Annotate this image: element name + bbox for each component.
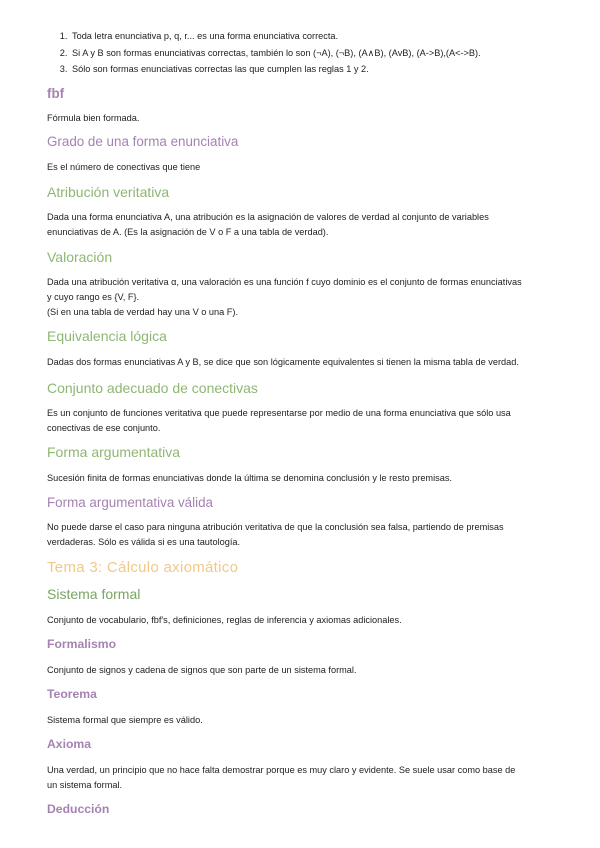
text-line: enunciativas de A. (Es la asignación de V o F a una tabla de verdad). [47,227,329,237]
heading-teorema: Teorema [47,687,97,701]
text-sistema-formal: Conjunto de vocabulario, fbf's, definiciones, reglas de inferencia y axiomas adicionales. [47,615,402,625]
heading-fbf: fbf [47,86,65,101]
heading-formalismo: Formalismo [47,637,117,651]
text-line: verdaderas. Sólo es válida si es una tautología. [47,537,241,547]
heading-forma-argumentativa: Forma argumentativa [47,444,181,460]
rules-list [48,28,590,78]
text-line: un sistema formal. [47,780,123,790]
text-line: Dada una forma enunciativa A, una atribución es la asignación de valores de verdad al conjunto de variables [47,212,489,222]
text-fbf: Fórmula bien formada. [47,113,140,123]
rule-item: 2. Si A y B son formas enunciativas correctas, también lo son (¬A), (¬B), (A∧B), (AvB), (A->B),(A<->B). [70,45,590,62]
text-conjunto [47,406,552,436]
text-line: Una verdad, un principio que no hace falta demostrar porque es muy claro y evidente. Se suele usar como base de [47,765,516,775]
text-equivalencia: Dadas dos formas enunciativas A y B, se dice que son lógicamente equivalentes si tienen la misma tabla de verdad. [47,357,519,367]
heading-forma-argumentativa-valida: Forma argumentativa válida [47,495,213,510]
text-axioma [47,763,552,793]
heading-conjunto: Conjunto adecuado de conectivas [47,380,258,396]
text-line: No puede darse el caso para ninguna atribución veritativa de que la conclusión sea falsa, partiendo de premisas [47,522,504,532]
text-forma-argumentativa: Sucesión finita de formas enunciativas donde la última se denomina conclusión y le resto premisas. [47,473,452,483]
heading-deduccion: Deducción [47,802,110,816]
text-atribucion [47,210,552,240]
text-line: conectivas de ese conjunto. [47,423,161,433]
rule-item: 1. Toda letra enunciativa p, q, r... es una forma enunciativa correcta. [70,28,590,45]
text-valoracion [47,275,552,320]
text-line: Es un conjunto de funciones veritativa que puede representarse por medio de una forma enunciativa que sólo usa [47,408,511,418]
text-formalismo: Conjunto de signos y cadena de signos que son parte de un sistema formal. [47,665,357,675]
text-line: (Si en una tabla de verdad hay una V o una F). [47,307,239,317]
text-forma-argumentativa-valida [47,520,552,550]
heading-sistema-formal: Sistema formal [47,586,141,602]
text-grado: Es el número de conectivas que tiene [47,162,201,172]
heading-axioma: Axioma [47,737,92,751]
text-line: Dada una atribución veritativa α, una valoración es una función f cuyo dominio es el conjunto de formas enunciativas [47,277,522,287]
text-teorema: Sistema formal que siempre es válido. [47,715,203,725]
heading-grado: Grado de una forma enunciativa [47,134,239,149]
heading-atribucion: Atribución veritativa [47,184,170,200]
heading-equivalencia: Equivalencia lógica [47,328,167,344]
text-line: y cuyo rango es {V, F}. [47,292,140,302]
heading-tema-3: Tema 3: Cálculo axiomático [47,559,239,576]
rule-item: 3. Sólo son formas enunciativas correctas las que cumplen las reglas 1 y 2. [70,61,590,78]
heading-valoracion: Valoración [47,249,113,265]
